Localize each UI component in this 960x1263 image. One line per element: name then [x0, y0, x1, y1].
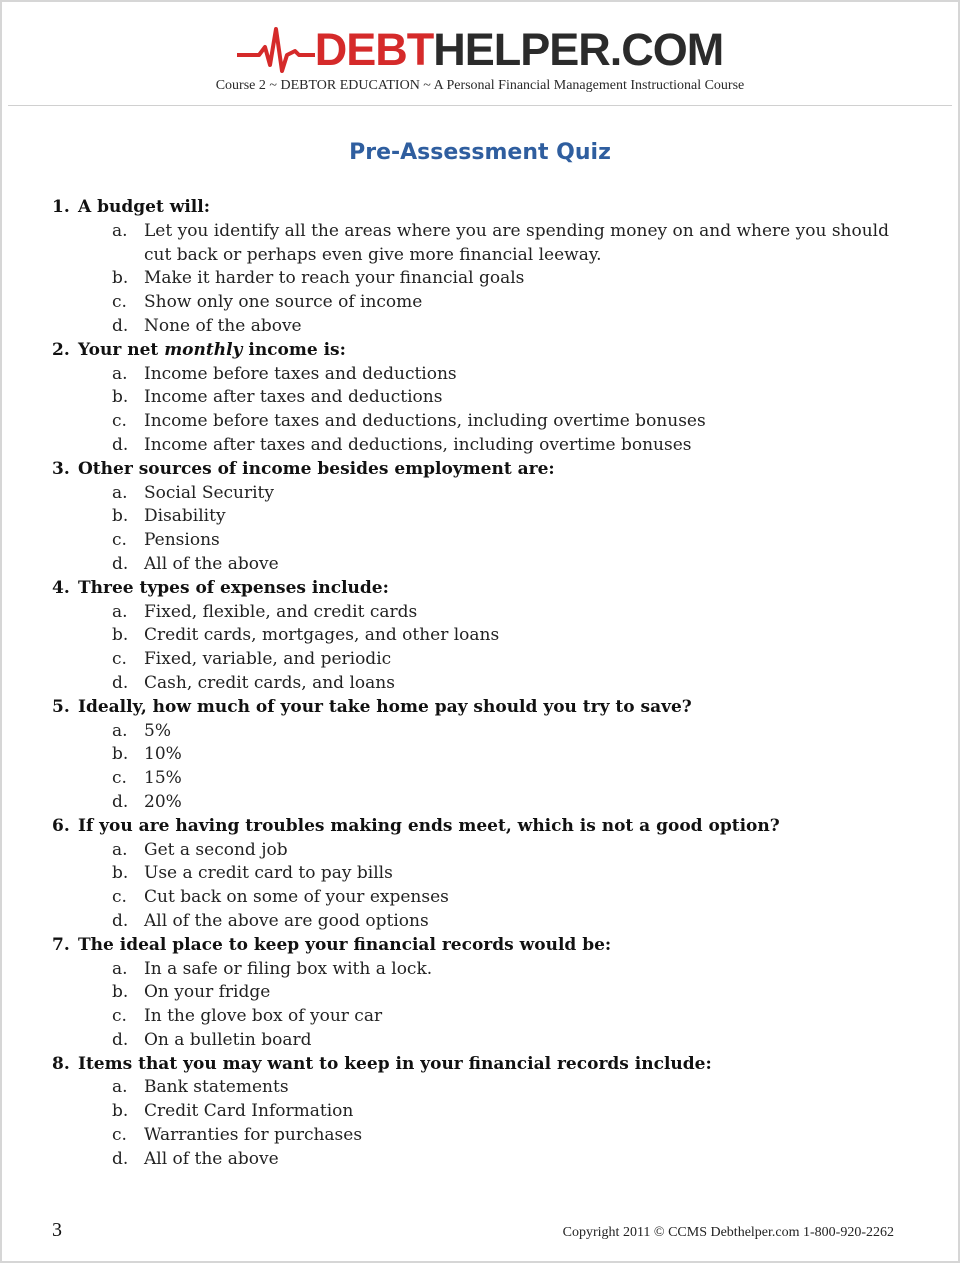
option-text: 5%: [144, 720, 171, 741]
answer-option: [52, 624, 912, 648]
option-text: Income after taxes and deductions, including overtime bonuses: [144, 434, 692, 455]
question-number: 4.: [52, 577, 70, 598]
option-text: Use a credit card to pay bills: [144, 863, 393, 884]
header: [0, 22, 960, 79]
option-text: On a bulletin board: [144, 1029, 312, 1050]
question-text-main: The ideal place to keep your financial records would be:: [78, 934, 612, 955]
logo-text-debt: DEBT: [314, 24, 434, 75]
option-text: Cut back on some of your expenses: [144, 887, 449, 908]
option-letter: b.: [112, 506, 129, 527]
question-text-main: Other sources of income besides employment are:: [78, 458, 555, 479]
question-number: 6.: [52, 815, 70, 836]
answer-option: [52, 410, 912, 434]
answer-option: [52, 1076, 912, 1100]
option-letter: a.: [112, 720, 128, 741]
option-text: Show only one source of income: [144, 292, 423, 313]
option-text: Income before taxes and deductions: [144, 363, 457, 384]
option-letter: b.: [112, 1101, 129, 1122]
answer-option: [52, 482, 912, 506]
question-number: 2.: [52, 339, 70, 360]
question-text-main: Three types of expenses include:: [78, 577, 389, 598]
question-text: [52, 196, 912, 220]
option-text: Fixed, variable, and periodic: [144, 649, 392, 670]
question-number: 1.: [52, 197, 70, 217]
question-text-main: Ideally, how much of your take home pay should you try to save?: [78, 696, 692, 717]
option-letter: d.: [112, 910, 129, 931]
heartbeat-icon: [237, 25, 315, 75]
question-number: 3.: [52, 458, 70, 479]
answer-option: [52, 386, 912, 410]
option-text: Credit cards, mortgages, and other loans: [144, 625, 500, 646]
page-title-text: Pre-Assessment Quiz: [349, 140, 611, 165]
option-text: 20%: [144, 791, 182, 812]
option-text: Cash, credit cards, and loans: [144, 672, 395, 693]
option-letter: d.: [112, 672, 129, 693]
debthelper-logo: [237, 22, 724, 78]
logo-text: [315, 22, 724, 78]
quiz-question: [52, 577, 912, 696]
option-text: 15%: [144, 768, 182, 789]
option-letter: d.: [112, 1029, 129, 1050]
question-text-main: Items that you may want to keep in your financial records include:: [78, 1053, 712, 1074]
option-text: All of the above: [144, 553, 279, 574]
option-letter: b.: [112, 744, 129, 765]
question-text: [52, 577, 912, 601]
option-letter: d.: [112, 434, 129, 455]
copyright-notice: Copyright 2011 © CCMS Debthelper.com 1-800-920-2262: [562, 1225, 894, 1240]
question-text-main: If you are having troubles making ends meet, which is not a good option?: [78, 815, 780, 836]
option-text: All of the above are good options: [144, 910, 429, 931]
option-text: Income before taxes and deductions, including overtime bonuses: [144, 411, 706, 432]
option-text: None of the above: [144, 315, 302, 336]
option-text: Disability: [144, 506, 226, 527]
answer-option: [52, 1005, 912, 1029]
option-text: Social Security: [144, 482, 274, 503]
option-text: Bank statements: [144, 1077, 289, 1098]
answer-option: [52, 315, 912, 339]
option-letter: c.: [112, 649, 127, 670]
question-text: [52, 1053, 912, 1077]
answer-option: [52, 220, 912, 268]
option-letter: b.: [112, 863, 129, 884]
option-letter: b.: [112, 625, 129, 646]
question-text: [52, 815, 912, 839]
answer-option: [52, 839, 912, 863]
option-letter: c.: [112, 530, 127, 551]
answer-option: [52, 363, 912, 387]
quiz-questions: [52, 196, 912, 1172]
option-letter: a.: [112, 363, 128, 384]
answer-option: [52, 743, 912, 767]
option-letter: a.: [112, 958, 128, 979]
answer-option: [52, 529, 912, 553]
option-text: Get a second job: [144, 839, 288, 860]
answer-option: [52, 434, 912, 458]
option-text: Let you identify all the areas where you are spending money on and where you should cut back or perhaps even give more financial leeway.: [144, 220, 890, 265]
answer-option: [52, 672, 912, 696]
answer-option: [52, 601, 912, 625]
answer-option: [52, 1124, 912, 1148]
answer-option: [52, 267, 912, 291]
option-letter: d.: [112, 791, 129, 812]
question-number: 5.: [52, 696, 70, 717]
answer-option: [52, 648, 912, 672]
question-text: [52, 339, 912, 363]
page-title: [0, 140, 960, 165]
option-text: 10%: [144, 744, 182, 765]
option-text: Fixed, flexible, and credit cards: [144, 601, 418, 622]
option-text: Make it harder to reach your financial goals: [144, 268, 525, 289]
question-text: [52, 458, 912, 482]
quiz-question: [52, 696, 912, 815]
option-letter: c.: [112, 1006, 127, 1027]
logo-text-helper: HELPER.COM: [433, 24, 724, 75]
option-letter: d.: [112, 1148, 129, 1169]
question-text-emphasis: monthly: [164, 339, 243, 360]
option-letter: a.: [112, 220, 128, 241]
answer-option: [52, 767, 912, 791]
answer-option: [52, 886, 912, 910]
option-text: Pensions: [144, 530, 220, 551]
answer-option: [52, 791, 912, 815]
option-letter: c.: [112, 1125, 127, 1146]
answer-option: [52, 1148, 912, 1172]
answer-option: [52, 958, 912, 982]
question-number: 7.: [52, 934, 70, 955]
question-text-tail: income is:: [242, 339, 346, 360]
option-letter: b.: [112, 387, 129, 408]
question-text-main: Your net: [78, 339, 165, 360]
option-text: In a safe or filing box with a lock.: [144, 958, 433, 979]
quiz-question: [52, 339, 912, 458]
question-text: [52, 696, 912, 720]
quiz-question: [52, 1053, 912, 1172]
option-text: In the glove box of your car: [144, 1006, 383, 1027]
question-text: [52, 934, 912, 958]
option-letter: c.: [112, 768, 127, 789]
option-letter: a.: [112, 1077, 128, 1098]
option-letter: c.: [112, 887, 127, 908]
answer-option: [52, 1100, 912, 1124]
option-letter: d.: [112, 553, 129, 574]
option-letter: d.: [112, 315, 129, 336]
answer-option: [52, 862, 912, 886]
question-number: 8.: [52, 1053, 70, 1074]
option-text: Income after taxes and deductions: [144, 387, 443, 408]
option-text: Credit Card Information: [144, 1101, 354, 1122]
answer-option: [52, 553, 912, 577]
answer-option: [52, 291, 912, 315]
answer-option: [52, 505, 912, 529]
answer-option: [52, 910, 912, 934]
option-letter: a.: [112, 601, 128, 622]
option-text: All of the above: [144, 1148, 279, 1169]
course-subtitle: Course 2 ~ DEBTOR EDUCATION ~ A Personal Financial Management Instructional Course: [215, 78, 745, 93]
option-letter: c.: [112, 292, 127, 313]
quiz-question: [52, 934, 912, 1053]
quiz-question: [52, 815, 912, 934]
option-letter: a.: [112, 482, 128, 503]
quiz-question: [52, 196, 912, 339]
option-letter: c.: [112, 411, 127, 432]
answer-option: [52, 720, 912, 744]
option-letter: b.: [112, 982, 129, 1003]
option-letter: a.: [112, 839, 128, 860]
question-text-main: A budget will:: [78, 197, 210, 217]
quiz-question: [52, 458, 912, 577]
option-text: On your fridge: [144, 982, 271, 1003]
page-number: 3: [52, 1219, 62, 1241]
answer-option: [52, 981, 912, 1005]
header-divider: [8, 105, 952, 106]
option-text: Warranties for purchases: [144, 1125, 363, 1146]
answer-option: [52, 1029, 912, 1053]
option-letter: b.: [112, 268, 129, 289]
